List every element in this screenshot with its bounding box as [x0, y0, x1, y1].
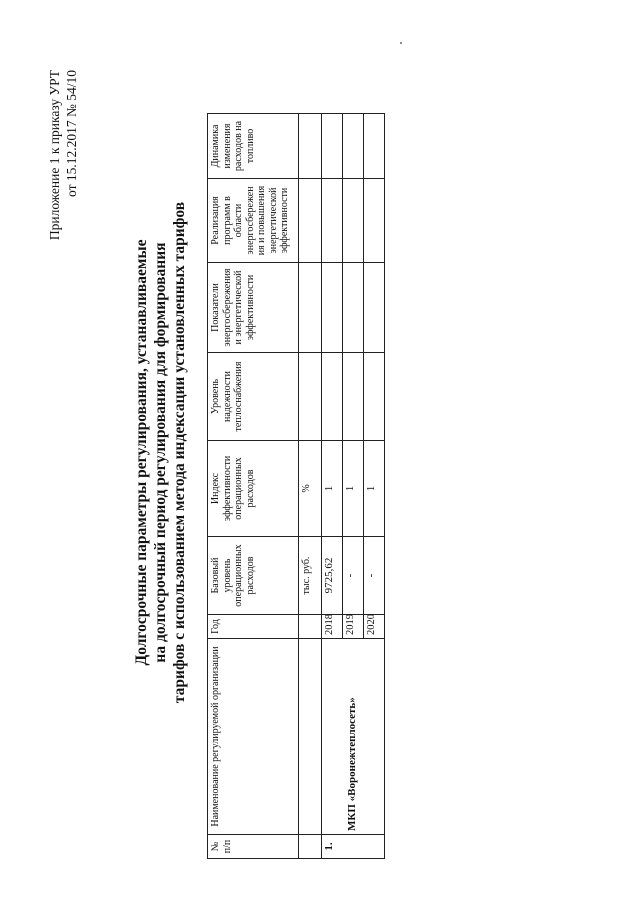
header-programs: Реализация программ в области энергосбережен ия и повышения энергетической эффективности: [208, 179, 299, 263]
efficiency-index-cell: 1: [322, 441, 343, 537]
table-row: [322, 114, 343, 859]
header-num: № п/п: [208, 835, 299, 859]
reliability-cell: [343, 353, 364, 441]
header-org: Наименование регулируемой организации: [208, 639, 299, 835]
fuel-dynamics-cell: [364, 114, 385, 179]
energy-saving-cell: [364, 263, 385, 353]
year-cell: 2019: [343, 615, 364, 639]
appendix-line-2: от 15.12.2017 № 54/10: [64, 70, 79, 197]
unit-cell: [299, 639, 322, 835]
document-title: [132, 0, 189, 905]
unit-cell: [299, 263, 322, 353]
efficiency-index-cell: 1: [364, 441, 385, 537]
unit-cell: [299, 179, 322, 263]
unit-cell: тыс. руб.: [299, 537, 322, 615]
fuel-dynamics-cell: [322, 114, 343, 179]
row-number: 1.: [322, 835, 385, 859]
header-base-opex: Базовый уровень операционных расходов: [208, 537, 299, 615]
year-cell: 2018: [322, 615, 343, 639]
fuel-dynamics-cell: [343, 114, 364, 179]
parameters-table: [207, 113, 385, 859]
unit-cell: [299, 615, 322, 639]
efficiency-index-cell: 1: [343, 441, 364, 537]
base-opex-cell: -: [343, 537, 364, 615]
reliability-cell: [364, 353, 385, 441]
header-fuel-dynamics: Динамика изменения расходов на топливо: [208, 114, 299, 179]
reliability-cell: [322, 353, 343, 441]
header-efficiency-index: Индекс эффективности операционных расходов: [208, 441, 299, 537]
year-cell: 2020: [364, 615, 385, 639]
title-line-2: на долгосрочный период регулирования для формирования: [152, 242, 169, 663]
base-opex-cell: 9725,62: [322, 537, 343, 615]
title-line-1: Долгосрочные параметры регулирования, устанавливаемые: [133, 239, 150, 666]
programs-cell: [343, 179, 364, 263]
table-header-row: [208, 114, 299, 859]
appendix-line-1: Приложение 1 к приказу УРТ: [47, 70, 62, 241]
unit-cell: [299, 114, 322, 179]
unit-cell: %: [299, 441, 322, 537]
programs-cell: [322, 179, 343, 263]
header-energy-saving: Показатели энергосбережения и энергетической эффективности: [208, 263, 299, 353]
energy-saving-cell: [343, 263, 364, 353]
unit-cell: [299, 835, 322, 859]
header-year: Год: [208, 615, 299, 639]
title-line-3: тарифов с использованием метода индексации установленных тарифов: [171, 201, 188, 704]
organization-name: МКП «Воронежтеплосеть»: [322, 639, 385, 835]
base-opex-cell: -: [364, 537, 385, 615]
appendix-note: [46, 70, 80, 240]
units-row: [299, 114, 322, 859]
unit-cell: [299, 353, 322, 441]
programs-cell: [364, 179, 385, 263]
header-reliability: Уровень надежности теплоснабжения: [208, 353, 299, 441]
energy-saving-cell: [322, 263, 343, 353]
